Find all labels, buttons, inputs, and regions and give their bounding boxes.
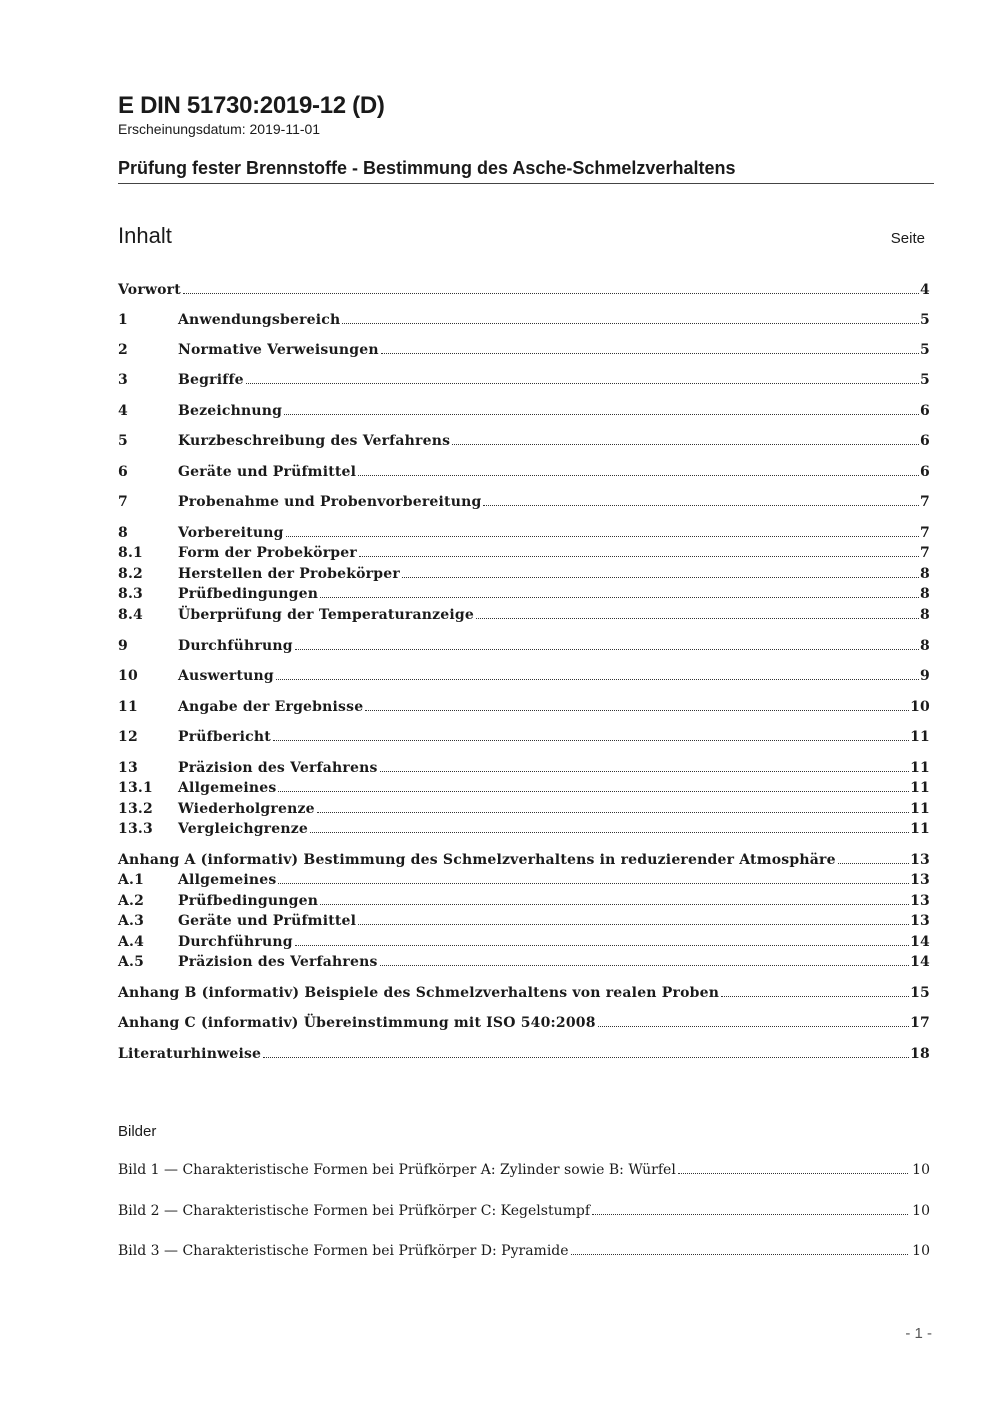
figure-entry[interactable] [118, 1243, 930, 1260]
page-number: - 1 - [905, 1325, 932, 1342]
toc-dot-leader [317, 812, 909, 813]
toc-entry-title: Literaturhinweise [118, 1046, 262, 1062]
toc-entry-number: A.3 [118, 913, 145, 929]
toc-entry-number: A.5 [118, 954, 145, 970]
toc-entry[interactable] [118, 821, 930, 838]
toc-entry[interactable] [118, 985, 930, 1002]
toc-entry-page: 11 [910, 729, 930, 745]
toc-dot-leader [284, 414, 919, 415]
toc-dot-leader [310, 832, 909, 833]
toc-entry[interactable] [118, 638, 930, 655]
toc-entry[interactable] [118, 282, 930, 299]
toc-entry[interactable] [118, 545, 930, 562]
toc-entry-page: 6 [920, 403, 930, 419]
figures-heading: Bilder [118, 1123, 157, 1140]
document-title: Prüfung fester Brennstoffe - Bestimmung des Asche-Schmelzverhaltens [118, 158, 736, 178]
toc-entry[interactable] [118, 760, 930, 777]
figure-entry-title: Bild 3 — Charakteristische Formen bei Prüfkörper D: Pyramide [118, 1243, 569, 1259]
toc-dot-leader [183, 293, 919, 294]
figure-entry-page: 10 [912, 1243, 930, 1259]
toc-entry-number: 6 [118, 464, 128, 480]
toc-dot-leader [342, 323, 919, 324]
toc-entry-number: 9 [118, 638, 128, 654]
toc-entry-number: 4 [118, 403, 128, 419]
toc-entry-title: Probenahme und Probenvorbereitung [178, 494, 482, 510]
toc-dot-leader [381, 353, 919, 354]
toc-dot-leader [380, 965, 910, 966]
toc-dot-leader [320, 597, 919, 598]
toc-entry[interactable] [118, 801, 930, 818]
toc-entry-page: 13 [910, 913, 930, 929]
toc-entry-page: 4 [920, 282, 930, 298]
toc-entry-title: Präzision des Verfahrens [178, 760, 378, 776]
toc-entry-number: 13.2 [118, 801, 153, 817]
toc-entry-page: 13 [910, 872, 930, 888]
toc-entry-page: 14 [910, 934, 930, 950]
toc-entry[interactable] [118, 729, 930, 746]
toc-entry[interactable] [118, 668, 930, 685]
toc-entry-page: 11 [910, 801, 930, 817]
toc-dot-leader [483, 505, 919, 506]
figure-entry-title: Bild 1 — Charakteristische Formen bei Prüfkörper A: Zylinder sowie B: Würfel [118, 1162, 676, 1178]
toc-entry[interactable] [118, 893, 930, 910]
toc-entry-title: Prüfbedingungen [178, 893, 319, 909]
toc-dot-leader [295, 649, 919, 650]
toc-dot-leader [838, 863, 909, 864]
toc-entry[interactable] [118, 312, 930, 329]
toc-entry-page: 5 [920, 372, 930, 388]
toc-dot-leader [278, 883, 909, 884]
toc-entry-number: 8.1 [118, 545, 143, 561]
toc-dot-leader [452, 444, 919, 445]
toc-entry-page: 7 [920, 545, 930, 561]
toc-entry-title: Anwendungsbereich [178, 312, 341, 328]
toc-entry[interactable] [118, 934, 930, 951]
toc-entry[interactable] [118, 607, 930, 624]
toc-entry-title: Vergleichgrenze [178, 821, 309, 837]
toc-entry[interactable] [118, 566, 930, 583]
toc-entry-number: 10 [118, 668, 138, 684]
toc-entry[interactable] [118, 954, 930, 971]
toc-entry-title: Allgemeines [178, 872, 277, 888]
figure-entry[interactable] [118, 1162, 930, 1179]
toc-entry-page: 7 [920, 494, 930, 510]
toc-entry-page: 17 [910, 1015, 930, 1031]
toc-entry-title: Prüfbericht [178, 729, 271, 745]
toc-dot-leader [246, 383, 919, 384]
toc-dot-leader [286, 536, 919, 537]
toc-entry-title: Vorwort [118, 282, 181, 298]
toc-entry[interactable] [118, 699, 930, 716]
toc-entry[interactable] [118, 1015, 930, 1032]
toc-entry-page: 9 [920, 668, 930, 684]
toc-entry-page: 10 [910, 699, 930, 715]
toc-entry-title: Geräte und Prüfmittel [178, 464, 357, 480]
toc-entry-title: Wiederholgrenze [178, 801, 315, 817]
toc-entry-page: 8 [920, 638, 930, 654]
figure-entry-title: Bild 2 — Charakteristische Formen bei Prüfkörper C: Kegelstumpf [118, 1203, 591, 1219]
toc-entry-number: 2 [118, 342, 128, 358]
toc-entry[interactable] [118, 913, 930, 930]
toc-entry-number: 8 [118, 525, 128, 541]
toc-entry-title: Durchführung [178, 934, 293, 950]
toc-entry-page: 7 [920, 525, 930, 541]
figure-entry-page: 10 [912, 1203, 930, 1219]
toc-entry-title: Auswertung [178, 668, 274, 684]
toc-entry-page: 6 [920, 433, 930, 449]
toc-entry[interactable] [118, 780, 930, 797]
toc-entry-title: Bezeichnung [178, 403, 283, 419]
toc-entry[interactable] [118, 372, 930, 389]
toc-entry-number: A.2 [118, 893, 145, 909]
toc-entry-page: 5 [920, 312, 930, 328]
toc-dot-leader [263, 1057, 909, 1058]
figure-dot-leader [592, 1214, 908, 1215]
publication-date: Erscheinungsdatum: 2019-11-01 [118, 121, 321, 137]
title-divider [118, 183, 934, 184]
toc-entry[interactable] [118, 464, 930, 481]
toc-entry-number: A.4 [118, 934, 145, 950]
toc-entry[interactable] [118, 586, 930, 603]
toc-entry-page: 6 [920, 464, 930, 480]
toc-entry-title: Form der Probekörper [178, 545, 357, 561]
toc-entry[interactable] [118, 494, 930, 511]
toc-entry-title: Prüfbedingungen [178, 586, 319, 602]
toc-dot-leader [276, 679, 919, 680]
toc-entry-number: A.1 [118, 872, 145, 888]
toc-entry-number: 3 [118, 372, 128, 388]
toc-entry[interactable] [118, 1046, 930, 1063]
toc-entry-page: 15 [910, 985, 930, 1001]
toc-dot-leader [320, 904, 909, 905]
toc-entry-title: Anhang A (informativ) Bestimmung des Schmelzverhaltens in reduzierender Atmosphäre [118, 852, 836, 868]
toc-entry[interactable] [118, 525, 930, 542]
toc-entry-page: 5 [920, 342, 930, 358]
toc-entry[interactable] [118, 433, 930, 450]
figure-entry[interactable] [118, 1203, 930, 1220]
toc-entry-title: Vorbereitung [178, 525, 284, 541]
toc-entry-number: 13.3 [118, 821, 153, 837]
toc-dot-leader [359, 556, 919, 557]
figure-entry-page: 10 [912, 1162, 930, 1178]
toc-entry-title: Allgemeines [178, 780, 277, 796]
toc-entry-number: 5 [118, 433, 128, 449]
toc-entry-page: 13 [910, 893, 930, 909]
toc-entry-title: Anhang B (informativ) Beispiele des Schmelzverhaltens von realen Proben [118, 985, 720, 1001]
toc-entry-page: 8 [920, 586, 930, 602]
toc-entry-title: Überprüfung der Temperaturanzeige [178, 607, 475, 623]
toc-entry-page: 14 [910, 954, 930, 970]
toc-page-label: Seite [890, 230, 925, 247]
toc-entry-number: 7 [118, 494, 128, 510]
toc-entry-title: Herstellen der Probekörper [178, 566, 400, 582]
toc-dot-leader [278, 791, 909, 792]
toc-entry-number: 11 [118, 699, 138, 715]
toc-entry-number: 13.1 [118, 780, 153, 796]
figure-dot-leader [678, 1173, 908, 1174]
toc-entry-number: 8.4 [118, 607, 143, 623]
toc-entry-title: Geräte und Prüfmittel [178, 913, 357, 929]
toc-entry-number: 1 [118, 312, 128, 328]
toc-dot-leader [476, 618, 919, 619]
toc-entry-title: Präzision des Verfahrens [178, 954, 378, 970]
toc-entry-page: 11 [910, 821, 930, 837]
toc-dot-leader [358, 924, 909, 925]
toc-entry-title: Anhang C (informativ) Übereinstimmung mit ISO 540:2008 [118, 1015, 596, 1031]
toc-dot-leader [721, 996, 909, 997]
toc-entry-number: 8.3 [118, 586, 143, 602]
toc-dot-leader [598, 1026, 909, 1027]
toc-heading: Inhalt [118, 223, 172, 248]
toc-dot-leader [365, 710, 909, 711]
toc-entry-page: 11 [910, 780, 930, 796]
toc-entry-page: 11 [910, 760, 930, 776]
toc-entry-page: 18 [910, 1046, 930, 1062]
toc-entry-page: 8 [920, 566, 930, 582]
toc-entry-title: Angabe der Ergebnisse [178, 699, 364, 715]
toc-entry[interactable] [118, 852, 930, 869]
toc-entry-page: 13 [910, 852, 930, 868]
toc-entry-number: 12 [118, 729, 138, 745]
toc-entry[interactable] [118, 342, 930, 359]
toc-entry[interactable] [118, 872, 930, 889]
toc-dot-leader [402, 577, 919, 578]
toc-entry-title: Normative Verweisungen [178, 342, 379, 358]
toc-dot-leader [273, 740, 909, 741]
toc-dot-leader [295, 945, 909, 946]
toc-entry-number: 8.2 [118, 566, 143, 582]
toc-entry-page: 8 [920, 607, 930, 623]
toc-dot-leader [380, 771, 910, 772]
toc-entry-title: Durchführung [178, 638, 293, 654]
toc-entry-title: Kurzbeschreibung des Verfahrens [178, 433, 451, 449]
figure-dot-leader [571, 1254, 909, 1255]
toc-entry-title: Begriffe [178, 372, 244, 388]
toc-entry-number: 13 [118, 760, 138, 776]
toc-entry[interactable] [118, 403, 930, 420]
document-id: E DIN 51730:2019-12 (D) [118, 92, 385, 119]
toc-dot-leader [358, 475, 919, 476]
